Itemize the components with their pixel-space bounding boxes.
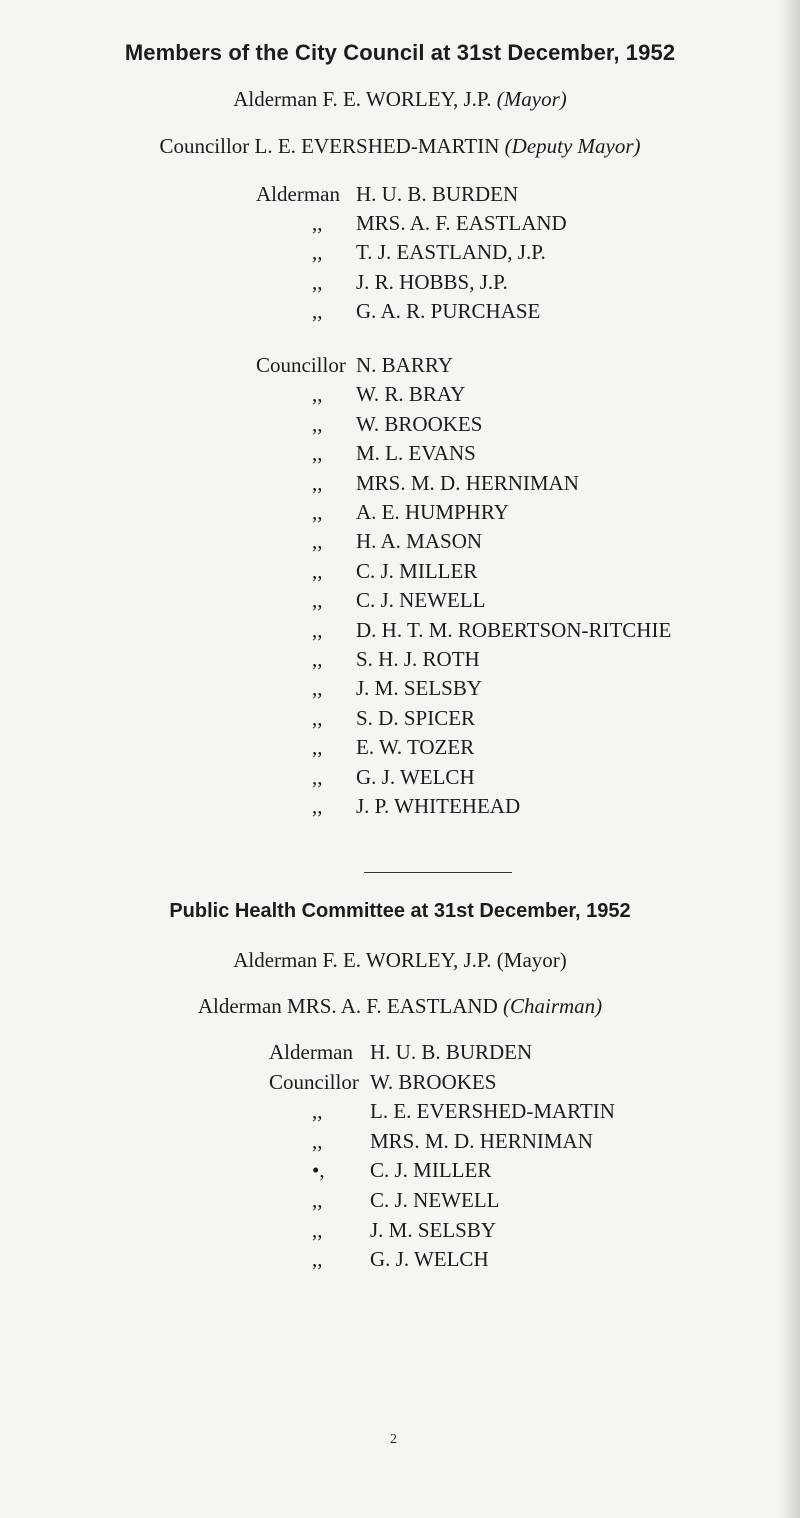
member-title: ,, xyxy=(312,500,323,524)
section-divider xyxy=(364,872,512,873)
member-name: C. J. MILLER xyxy=(356,558,478,583)
member-name: H. U. B. BURDEN xyxy=(356,182,519,206)
member-title: •, xyxy=(312,1158,325,1183)
member-name: N. BARRY xyxy=(356,353,453,377)
member-title: ,, xyxy=(312,617,323,642)
member-name: W. BROOKES xyxy=(370,1069,497,1094)
member-name: D. H. T. M. ROBERTSON-RITCHIE xyxy=(356,617,672,642)
member-title: ,, xyxy=(312,382,323,407)
chairman-name: Alderman MRS. A. F. EASTLAND xyxy=(197,994,498,1018)
member-title: ,, xyxy=(312,441,323,466)
member-title: ,, xyxy=(312,211,323,236)
member-title: ,, xyxy=(312,558,323,583)
member-name: S. D. SPICER xyxy=(356,705,476,730)
member-title: Councillor xyxy=(256,353,346,377)
member-title: ,, xyxy=(312,647,323,671)
member-title: ,, xyxy=(312,705,323,730)
member-title: Alderman xyxy=(256,182,340,206)
member-title: ,, xyxy=(312,588,323,613)
member-name: G. J. WELCH xyxy=(356,764,475,789)
member-title: ,, xyxy=(312,1247,323,1272)
member-name: G. A. R. PURCHASE xyxy=(356,298,541,323)
member-title: ,, xyxy=(312,240,323,265)
deputy-mayor-line xyxy=(0,134,800,159)
member-name: H. A. MASON xyxy=(356,529,483,554)
mayor-role: (Mayor) xyxy=(496,87,567,111)
member-title: ,, xyxy=(312,470,323,495)
member-name: S. H. J. ROTH xyxy=(356,647,480,671)
member-title: ,, xyxy=(312,1217,323,1242)
member-name: H. U. B. BURDEN xyxy=(370,1040,533,1064)
member-name: L. E. EVERSHED-MARTIN xyxy=(370,1099,615,1124)
member-title: ,, xyxy=(312,676,323,701)
committee-mayor-line: Alderman F. E. WORLEY, J.P. (Mayor) xyxy=(233,948,567,972)
member-name: A. E. HUMPHRY xyxy=(356,500,509,524)
member-name: C. J. NEWELL xyxy=(356,588,486,613)
member-name: C. J. MILLER xyxy=(370,1158,492,1183)
member-name: W. R. BRAY xyxy=(356,382,466,407)
page-number: 2 xyxy=(390,1432,397,1447)
member-name: J. P. WHITEHEAD xyxy=(356,794,521,818)
member-name: T. J. EASTLAND, J.P. xyxy=(356,240,546,265)
deputy-mayor-role: (Deputy Mayor) xyxy=(504,134,641,158)
member-title: ,, xyxy=(312,764,323,789)
page-edge-shadow xyxy=(778,0,800,1518)
member-title: ,, xyxy=(312,1099,323,1124)
member-title: ,, xyxy=(312,1128,323,1153)
member-name: J. R. HOBBS, J.P. xyxy=(356,269,508,294)
member-name: M. L. EVANS xyxy=(356,441,476,466)
member-title: ,, xyxy=(312,794,323,818)
member-title: ,, xyxy=(312,735,323,760)
council-title: Members of the City Council at 31st December, 1952 xyxy=(124,40,676,65)
member-name: J. M. SELSBY xyxy=(356,676,483,701)
member-name: E. W. TOZER xyxy=(356,735,475,760)
deputy-mayor-name: Councillor L. E. EVERSHED-MARTIN xyxy=(159,134,500,158)
member-name: MRS. A. F. EASTLAND xyxy=(356,211,567,236)
member-title: ,, xyxy=(312,411,323,436)
member-title: Councillor xyxy=(269,1069,359,1094)
member-title: ,, xyxy=(312,529,323,554)
chairman-role: (Chairman) xyxy=(502,994,603,1018)
member-name: W. BROOKES xyxy=(356,411,483,436)
committee-title: Public Health Committee at 31st December, 1952 xyxy=(169,900,631,922)
mayor-line xyxy=(0,87,800,112)
member-name: C. J. NEWELL xyxy=(370,1188,500,1212)
member-name: J. M. SELSBY xyxy=(370,1217,497,1242)
committee-chairman-line xyxy=(0,994,800,1019)
member-name: G. J. WELCH xyxy=(370,1247,489,1272)
member-name: MRS. M. D. HERNIMAN xyxy=(356,470,579,495)
member-title: ,, xyxy=(312,269,323,294)
member-title: Alderman xyxy=(269,1040,353,1064)
member-title: ,, xyxy=(312,298,323,323)
mayor-name: Alderman F. E. WORLEY, J.P. xyxy=(233,87,492,111)
member-name: MRS. M. D. HERNIMAN xyxy=(370,1128,593,1153)
member-title: ,, xyxy=(312,1188,323,1212)
